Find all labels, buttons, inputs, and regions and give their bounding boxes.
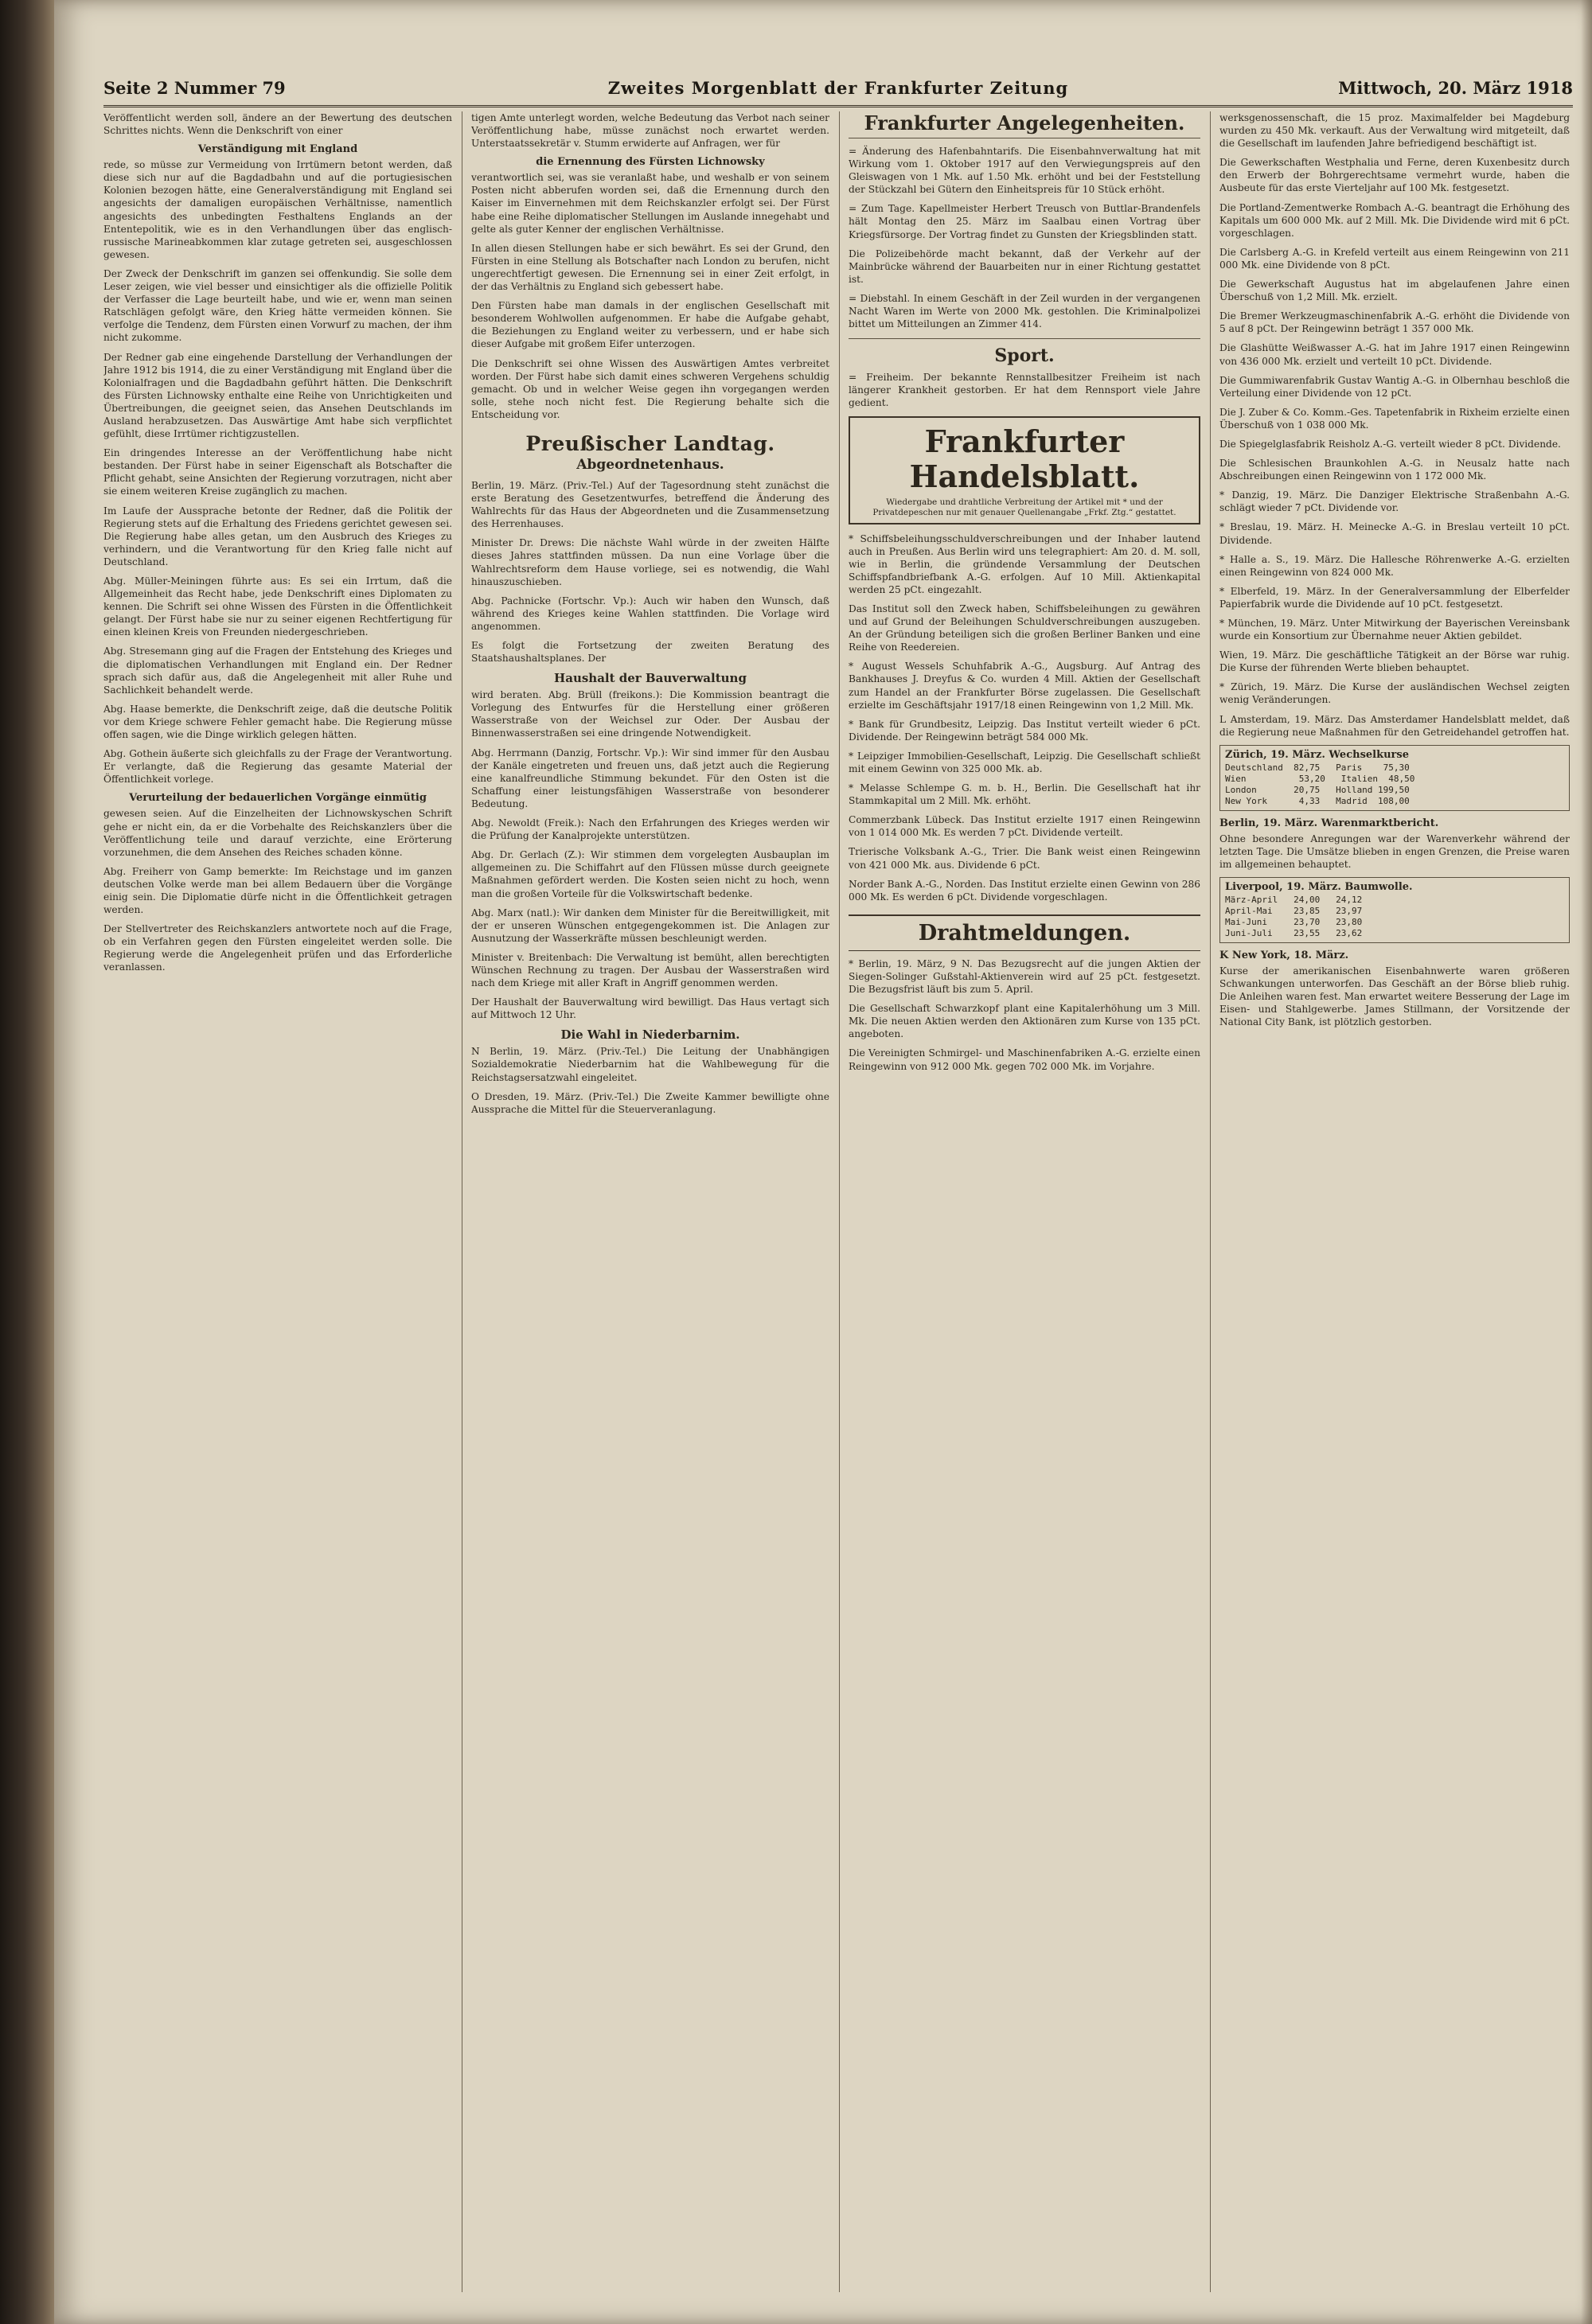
exchange-rates-title: Zürich, 19. März. Wechselkurse — [1225, 748, 1409, 761]
col3-trade-paragraph: Norder Bank A.-G., Norden. Das Institut erzielte einen Gewinn von 286 000 Mk. Es werden 6 pCt. Dividende vorgeschlagen. — [849, 878, 1200, 903]
col3-paragraph: = Änderung des Hafenbahntarifs. Die Eisenbahnverwaltung hat mit Wirkung vom 1. Oktober 1917 auf den Verwiegungspreis auf den Gleiswagen von 1 Mk. auf 1.50 Mk. erhöht und bei der Feststellung der Stückzahl bei Gütern den Einheitspreis für 10 Stück erhöht. — [849, 146, 1200, 196]
page-edge-shadow — [1581, 0, 1592, 2324]
col4-paragraph: Die Schlesischen Braunkohlen A.-G. in Neusalz hatte nach Abschreibungen einen Reingewinn von 1 172 000 Mk. — [1219, 458, 1570, 482]
column-rule-3 — [1210, 111, 1211, 2292]
col4-paragraph: werksgenossenschaft, die 15 proz. Maximalfelder bei Magdeburg wurden zu 450 Mk. verkauft. Aus der Verwaltung wird mitgeteilt, daß die Gesellschaft im laufenden Jahre befriedigend beschäftigt ist. — [1219, 112, 1570, 150]
exchange-rate-row: New York 4,33 Madrid 108,00 — [1225, 795, 1410, 806]
sport-title: Sport. — [849, 338, 1200, 366]
column-4 — [1219, 111, 1570, 2292]
col4-paragraph: Die Glashütte Weißwasser A.-G. hat im Jahre 1917 einen Reingewinn von 436 000 Mk. erzielt und verteilt 10 pCt. Dividende. — [1219, 342, 1570, 367]
col2-paragraph: N Berlin, 19. März. (Priv.-Tel.) Die Leitung der Unabhängigen Sozialdemokratie Niederbarnim hat die Wahlbewegung für die Reichstagsersatzwahl eingeleitet. — [471, 1046, 829, 1083]
col3-paragraph: = Diebstahl. In einem Geschäft in der Zeil wurden in der vergangenen Nacht Waren im Werte von 2000 Mk. gestohlen. Die Kriminalpolizei bittet um Mitteilungen an Zimmer 414. — [849, 292, 1200, 330]
col3-trade-paragraph: * Schiffsbeleihungsschuldverschreibungen und der Inhaber lautend auch in Preußen. Aus Berlin wird uns telegraphiert: Am 20. d. M. soll, wie in Berlin, die gründende Versammlung der Deutschen Schiffspfandbriefbank A.-G. erfolgen. Auf 10 Mill. Aktienkapital werden 25 pCt. eingezahlt. — [849, 532, 1200, 595]
prussian-landtag-title: Preußischer Landtag. — [525, 431, 775, 455]
market-report-text: Ohne besondere Anregungen war der Warenverkehr während der letzten Tage. Die Umsätze blieben in engen Grenzen, die Preise waren im allgemeinen behauptet. — [1219, 833, 1570, 870]
col4-paragraph: Wien, 19. März. Die geschäftliche Tätigkeit an der Börse war ruhig. Die Kurse der führenden Werte blieben behauptet. — [1219, 649, 1570, 674]
page-header — [103, 76, 1573, 107]
col3-trade-paragraph: * August Wessels Schuhfabrik A.-G., Augsburg. Auf Antrag des Bankhauses J. Dreyfus & Co. wurden 4 Mill. Aktien der Gesellschaft zum Handel an der Frankfurter Börse zugelassen. Die Gesellschaft erzielte im Geschäftsjahr 1917/18 einen Reingewinn von 1,2 Mill. Mk. — [849, 661, 1200, 711]
exchange-rates-box — [1219, 745, 1570, 811]
col4-paragraph: Die Portland-Zementwerke Rombach A.-G. beantragt die Erhöhung des Kapitals um 600 000 Mk. auf 2 Mill. Mk. Die Dividende wird mit 6 pCt. vorgeschlagen. — [1219, 201, 1570, 239]
col2-section-title: die Ernennung des Fürsten Lichnowsky — [536, 156, 765, 169]
issue-date: Mittwoch, 20. März 1918 — [1338, 78, 1573, 98]
col2-paragraph: Minister Dr. Drews: Die nächste Wahl würde in der zweiten Hälfte dieses Jahres stattfinden müssen. Da nun eine Vorlage über die Wahlrechtsreform dem Hause vorliege, sei es notwendig, die Wahl hinauszuschieben. — [471, 537, 829, 587]
cotton-row: Juni-Juli 23,55 23,62 — [1225, 928, 1363, 939]
col2-paragraph: O Dresden, 19. März. (Priv.-Tel.) Die Zweite Kammer bewilligte ohne Aussprache die Mittel für die Steuerveranlagung. — [471, 1090, 829, 1115]
frankfurt-affairs-title: Frankfurter Angelegenheiten. — [849, 111, 1200, 138]
wire-reports-title: Drahtmeldungen. — [849, 914, 1200, 951]
col3-paragraph: = Zum Tage. Kapellmeister Herbert Treusch von Buttlar-Brandenfels hält Montag den 25. März im Saalbau einen Vortrag über Kriegsfürsorge. Der Vortrag findet zu Gunsten der Kriegsblinden statt. — [849, 203, 1200, 240]
col4-paragraph: Die Gewerkschaft Augustus hat im abgelaufenen Jahre einen Überschuß von 1,2 Mill. Mk. erzielt. — [1219, 279, 1570, 303]
col3-trade-paragraph: Das Institut soll den Zweck haben, Schiffsbeleihungen zu gewähren und auf Grund der Beleihungen Schuldverschreibungen auszugeben. An der Gründung beteiligen sich die großen Berliner Banken und eine Reihe von Reedereien. — [849, 602, 1200, 653]
book-binding — [0, 0, 54, 2324]
col2-paragraph: In allen diesen Stellungen habe er sich bewährt. Es sei der Grund, den Fürsten in eine Stellung als Botschafter nach London zu berufen, nicht ungerechtfertigt gewesen. Die Ernennung sei in einer Zeit erfolgt, in der das Verhältnis zu England sich gebessert habe. — [471, 242, 829, 293]
col1-paragraph: Der Zweck der Denkschrift im ganzen sei offenkundig. Sie solle dem Leser zeigen, wie viel besser und einsichtiger als die offizielle Politik der Verfasser die Lage beurteilt habe, und wie er, wenn man seinen Ratschlägen gefolgt wäre, den Krieg hätte vermeiden können. Sie verfolge die Tendenz, dem Fürsten einen Vorwurf zu machen, der ihm nicht zukomme. — [103, 267, 452, 344]
new-york-title: K New York, 18. März. — [1219, 949, 1349, 962]
abgeordnetenhaus-title: Abgeordnetenhaus. — [576, 456, 724, 473]
col4-paragraph: Die Bremer Werkzeugmaschinenfabrik A.-G. erhöht die Dividende von 5 auf 8 pCt. Der Reingewinn beträgt 1 357 000 Mk. — [1219, 310, 1570, 335]
col1-paragraph: Abg. Müller-Meiningen führte aus: Es sei ein Irrtum, daß die Allgemeinheit das Recht habe, jede Denkschrift eines Diplomaten zu kennen. Die Schrift sei ohne Wissen des Fürsten in die Öffentlichkeit gelangt. Der Fürst habe sie nur zu seiner eigenen Rechtfertigung für einen kleinen Kreis von Freunden niedergeschrieben. — [103, 575, 452, 638]
col4-paragraph: L Amsterdam, 19. März. Das Amsterdamer Handelsblatt meldet, daß die Regierung neue Maßnahmen für den Getreidehandel getroffen hat. — [1219, 713, 1570, 738]
col1-paragraph: Abg. Gothein äußerte sich gleichfalls zu der Frage der Verantwortung. Er verlangte, daß die Regierung das gesamte Material der Öffentlichkeit vorlege. — [103, 748, 452, 786]
col3-wire-paragraph: Die Gesellschaft Schwarzkopf plant eine Kapitalerhöhung um 3 Mill. Mk. Die neuen Aktien werden den Aktionären zum Kurse von 135 pCt. angeboten. — [849, 1003, 1200, 1040]
col1-paragraph: Abg. Stresemann ging auf die Fragen der Entstehung des Krieges und die diplomatischen Verhandlungen mit England ein. Der Redner sprach sich dafür aus, daß die Angelegenheit mit aller Ruhe und Sachlichkeit behandelt werde. — [103, 645, 452, 696]
col3-trade-paragraph: Trierische Volksbank A.-G., Trier. Die Bank weist einen Reingewinn von 421 000 Mk. aus. Dividende 6 pCt. — [849, 846, 1200, 871]
col2-paragraph: Berlin, 19. März. (Priv.-Tel.) Auf der Tagesordnung steht zunächst die erste Beratung des Gesetzentwurfes, betreffend die Änderung des Wahlrechts für das Haus der Abgeordneten und die Zusammensetzung des Herrenhauses. — [471, 479, 829, 530]
col1-paragraph: rede, so müsse zur Vermeidung von Irrtümern betont werden, daß diese sich nur auf die Bagdadbahn und auf die portugiesischen Kolonien bezogen hätte, eine Generalverständigung mit England sei angesichts der damaligen europäischen Verhältnisse, namentlich angesichts des unbedingten Festhaltens Englands an der Ententepolitik, wie es in den Verhandlungen über das englisch-russische Marineabkommen klar zutage getreten sei, ausgeschlossen gewesen. — [103, 159, 452, 260]
col3-wire-paragraph: * Berlin, 19. März, 9 N. Das Bezugsrecht auf die jungen Aktien der Siegen-Solinger Gußstahl-Aktienverein wird auf 25 pCt. festgesetzt. Die Bezugsfrist läuft bis zum 5. April. — [849, 957, 1200, 996]
cotton-table-title: Liverpool, 19. März. Baumwolle. — [1225, 881, 1413, 894]
column-2 — [471, 111, 829, 2292]
col2-paragraph: Abg. Herrmann (Danzig, Fortschr. Vp.): Wir sind immer für den Ausbau der Kanäle eingetreten und freuen uns, daß jetzt auch die Regierung eine kanalfreundliche Stimmung bekundet. Für den Osten ist die Schaffung einer leistungsfähigen Wasserstraße von besonderer Bedeutung. — [471, 747, 829, 809]
market-report-title: Berlin, 19. März. Warenmarktbericht. — [1219, 817, 1439, 829]
newspaper-page — [54, 0, 1592, 2324]
col4-paragraph: * Zürich, 19. März. Die Kurse der ausländischen Wechsel zeigten wenig Veränderungen. — [1219, 681, 1570, 706]
col3-sport-text: = Freiheim. Der bekannte Rennstallbesitzer Freiheim ist nach längerer Krankheit gestorben. Er hat dem Rennsport viele Jahre gedient. — [849, 372, 1200, 409]
column-rule-2 — [839, 111, 840, 2292]
col3-trade-paragraph: * Melasse Schlempe G. m. b. H., Berlin. Die Gesellschaft hat ihr Stammkapital um 2 Mill. Mk. erhöht. — [849, 782, 1200, 807]
col4-paragraph: Die Gummiwarenfabrik Gustav Wantig A.-G. in Olbernhau beschloß die Verteilung einer Dividende von 12 pCt. — [1219, 374, 1570, 399]
trade-paper-note: Wiedergabe und drahtliche Verbreitung der Artikel mit * und der Privatdepeschen nur mit genauer Quellenangabe „Frkf. Ztg.“ gestattet. — [872, 497, 1176, 517]
cotton-row: März-April 24,00 24,12 — [1225, 895, 1363, 906]
col4-paragraph: Die Carlsberg A.-G. in Krefeld verteilt aus einem Reingewinn von 211 000 Mk. eine Dividende von 8 pCt. — [1219, 246, 1570, 271]
col3-trade-paragraph: * Bank für Grundbesitz, Leipzig. Das Institut verteilt wieder 6 pCt. Dividende. Der Reingewinn beträgt 584 000 Mk. — [849, 718, 1200, 743]
col2-paragraph: Es folgt die Fortsetzung der zweiten Beratung des Staatshaushaltsplanes. Der — [471, 640, 829, 665]
exchange-rate-row: Wien 53,20 Italien 48,50 — [1225, 773, 1415, 784]
col2-paragraph: verantwortlich sei, was sie veranlaßt habe, und weshalb er von seinem Posten nicht abberufen worden sei, daß die Ernennung durch den Kaiser im Einvernehmen mit dem Reichskanzler erfolgt sei. Der Fürst habe eine Reihe diplomatischer Stellungen im Auslande innegehabt und gelte als guter Kenner der englischen Verhältnisse. — [471, 172, 829, 235]
col1-paragraph: Ein dringendes Interesse an der Veröffentlichung habe nicht bestanden. Der Fürst habe in seiner Eigenschaft als Botschafter die Pflicht gehabt, seine Ansichten der Regierung vorzutragen, nicht aber sie einem weiteren Kreise zugänglich zu machen. — [103, 447, 452, 497]
election-title: Die Wahl in Niederbarnim. — [560, 1027, 740, 1043]
col4-paragraph: * Elberfeld, 19. März. In der Generalversammlung der Elberfelder Papierfabrik wurde die Dividende auf 10 pCt. festgesetzt. — [1219, 585, 1570, 610]
col1-paragraph: Abg. Freiherr von Gamp bemerkte: Im Reichstage und im ganzen deutschen Volke werde man bei allem Bedauern über die Vorgänge einig sein. Die Diplomatie dürfe nicht in die Öffentlichkeit getragen werden. — [103, 865, 452, 916]
trade-paper-title: Frankfurter Handelsblatt. — [909, 423, 1140, 494]
cotton-row: Mai-Juni 23,70 23,80 — [1225, 917, 1363, 928]
col4-paragraph: Die Gewerkschaften Westphalia und Ferne, deren Kuxenbesitz durch den Erwerb der Bohrgerechtsame vermehrt wurde, haben die Ausbeute für das erste Vierteljahr auf 100 Mk. festgesetzt. — [1219, 157, 1570, 194]
cotton-row: April-Mai 23,85 23,97 — [1225, 906, 1363, 917]
col2-paragraph: Abg. Pachnicke (Fortschr. Vp.): Auch wir haben den Wunsch, daß während des Krieges keine Wahlen stattfinden. Die Vorlage wird angenommen. — [471, 595, 829, 632]
col4-paragraph: * Danzig, 19. März. Die Danziger Elektrische Straßenbahn A.-G. schlägt wieder 7 pCt. Dividende vor. — [1219, 489, 1570, 514]
col1-paragraph: Der Stellvertreter des Reichskanzlers antwortete noch auf die Frage, ob ein Verfahren gegen den Fürsten eingeleitet werden solle. Die Regierung werde die Angelegenheit prüfen und das Erforderliche veranlassen. — [103, 923, 452, 973]
col2-paragraph: Den Fürsten habe man damals in der englischen Gesellschaft mit besonderem Wohlwollen aufgenommen. Er habe die Aufgabe gehabt, die Beziehungen zu England weiter zu verbessern, und er habe sich dieser Aufgabe mit großem Eifer unterzogen. — [471, 300, 829, 350]
col1-paragraph: Im Laufe der Aussprache betonte der Redner, daß die Politik der Regierung stets auf die Erhaltung des Friedens gerichtet gewesen sei. Die Regierung habe alles getan, um den Ausbruch des Krieges zu verhindern, und die Verantwortung für den Krieg falle nicht auf Deutschland. — [103, 505, 452, 567]
new-york-text: Kurse der amerikanischen Eisenbahnwerte waren größeren Schwankungen unterworfen. Das Geschäft an der Börse blieb ruhig. Die Anleihen waren fest. Man erwartet weitere Besserung der Lage im Eisen- und Stahlgewerbe. James Stillmann, der Vorsitzende der National City Bank, ist plötzlich gestorben. — [1219, 965, 1570, 1028]
col4-paragraph: Die J. Zuber & Co. Komm.-Ges. Tapetenfabrik in Rixheim erzielte einen Überschuß von 1 038 000 Mk. — [1219, 406, 1570, 431]
col3-wire-paragraph: Die Vereinigten Schmirgel- und Maschinenfabriken A.-G. erzielte einen Reingewinn von 912 000 Mk. gegen 702 000 Mk. im Vorjahre. — [849, 1047, 1200, 1072]
col3-paragraph: Die Polizeibehörde macht bekannt, daß der Verkehr auf der Mainbrücke während der Bauarbeiten nur in einer Richtung gestattet ist. — [849, 248, 1200, 285]
col3-trade-paragraph: * Leipziger Immobilien-Gesellschaft, Leipzig. Die Gesellschaft schließt mit einem Gewinn von 325 000 Mk. ab. — [849, 750, 1200, 774]
newspaper-title: Zweites Morgenblatt der Frankfurter Zeitung — [607, 78, 1069, 98]
col2-intro: tigen Amte unterlegt worden, welche Bedeutung das Verbot nach seiner Veröffentlichung habe, müsse zunächst noch erwartet werden. Unterstaatssekretär v. Stumm erwiderte auf Anfragen, wer für — [471, 112, 829, 150]
page-number: Seite 2 Nummer 79 — [103, 78, 286, 98]
col2-paragraph: Minister v. Breitenbach: Die Verwaltung ist bemüht, allen berechtigten Wünschen Rechnung zu tragen. Der Ausbau der Wasserstraßen wird nach dem Kriege mit aller Kraft in Angriff genommen werden. — [471, 951, 829, 989]
col4-paragraph: * Breslau, 19. März. H. Meinecke A.-G. in Breslau verteilt 10 pCt. Dividende. — [1219, 521, 1570, 546]
column-1 — [103, 111, 452, 2292]
col2-paragraph: wird beraten. Abg. Brüll (freikons.): Die Kommission beantragt die Vorlegung des Entwurfes für die Herstellung einer größeren Wasserstraße von der Weichsel zur Oder. Der Ausbau der Binnenwasserstraßen sei eine dringende Notwendigkeit. — [471, 689, 829, 739]
column-3 — [849, 111, 1200, 2292]
col2-paragraph: Der Haushalt der Bauverwaltung wird bewilligt. Das Haus vertagt sich auf Mittwoch 12 Uhr. — [471, 996, 829, 1021]
col1-paragraph: Der Redner gab eine eingehende Darstellung der Verhandlungen der Jahre 1912 bis 1914, die zu einer Verständigung mit England über die Kolonialfragen und die Bagdadbahn geführt hätten. Die Denkschrift des Fürsten Lichnowsky enthalte eine Reihe von Unrichtigkeiten und Übertreibungen, die geeignet seien, das Ansehen Deutschlands im Ausland herabzusetzen. Das Auswärtige Amt habe sich verpflichtet gefühlt, diese Irrtümer richtigzustellen. — [103, 351, 452, 440]
col1-paragraph: gewesen seien. Auf die Einzelheiten der Lichnowskyschen Schrift gehe er nicht ein, da er die Vorbehalte des Reichskanzlers über die Veröffentlichung teile und darauf verzichte, eine Erörterung vorzunehmen, die dem Ansehen des Reiches schaden könne. — [103, 808, 452, 858]
col1-paragraph: Abg. Haase bemerkte, die Denkschrift zeige, daß die deutsche Politik vor dem Kriege schwere Fehler gemacht habe. Die Regierung müsse offen sagen, wie die Dinge wirklich gelegen hätten. — [103, 703, 452, 741]
cotton-table-box — [1219, 877, 1570, 943]
col1-section-title: Verständigung mit England — [197, 143, 358, 156]
col4-paragraph: * München, 19. März. Unter Mitwirkung der Bayerischen Vereinsbank wurde ein Konsortium zur Übernahme neuer Aktien gebildet. — [1219, 618, 1570, 642]
exchange-rate-row: Deutschland 82,75 Paris 75,30 — [1225, 762, 1410, 773]
col2-paragraph: Abg. Newoldt (Freik.): Nach den Erfahrungen des Krieges werden wir die Prüfung der Kanalprojekte unterstützen. — [471, 817, 829, 842]
budget-title: Haushalt der Bauverwaltung — [554, 671, 747, 686]
col2-paragraph: Die Denkschrift sei ohne Wissen des Auswärtigen Amtes verbreitet worden. Der Fürst habe sich damit eines schweren Vergehens schuldig gemacht. Ob und in welcher Weise gegen ihn vorgegangen werden solle, stehe noch nicht fest. Die Regierung behalte sich die Entscheidung vor. — [471, 357, 829, 420]
exchange-rate-row: London 20,75 Holland 199,50 — [1225, 784, 1410, 795]
col3-trade-paragraph: Commerzbank Lübeck. Das Institut erzielte 1917 einen Reingewinn von 1 014 000 Mk. Es werden 7 pCt. Dividende verteilt. — [849, 814, 1200, 839]
col2-paragraph: Abg. Marx (natl.): Wir danken dem Minister für die Bereitwilligkeit, mit der er unseren Wünschen entgegengekommen ist. Die Anlagen zur Ausnutzung der Wasserkräfte müssen beschleunigt werden. — [471, 907, 829, 944]
trade-paper-masthead — [849, 416, 1200, 524]
col4-paragraph: * Halle a. S., 19. März. Die Hallesche Röhrenwerke A.-G. erzielten einen Reingewinn von 824 000 Mk. — [1219, 553, 1570, 578]
col2-paragraph: Abg. Dr. Gerlach (Z.): Wir stimmen dem vorgelegten Ausbauplan im allgemeinen zu. Die Schiffahrt auf den Flüssen müsse durch geeignete Maßnahmen gefördert werden. Die Kosten seien nicht zu hoch, wenn man die großen Vorteile für die Volkswirtschaft bedenke. — [471, 849, 829, 899]
col4-paragraph: Die Spiegelglasfabrik Reisholz A.-G. verteilt wieder 8 pCt. Dividende. — [1219, 438, 1561, 450]
col1-section-title-2: Verurteilung der bedauerlichen Vorgänge einmütig — [129, 792, 427, 805]
col1-intro: Veröffentlicht werden soll, ändere an der Bewertung des deutschen Schrittes nichts. Wenn die Denkschrift von einer — [103, 112, 452, 137]
